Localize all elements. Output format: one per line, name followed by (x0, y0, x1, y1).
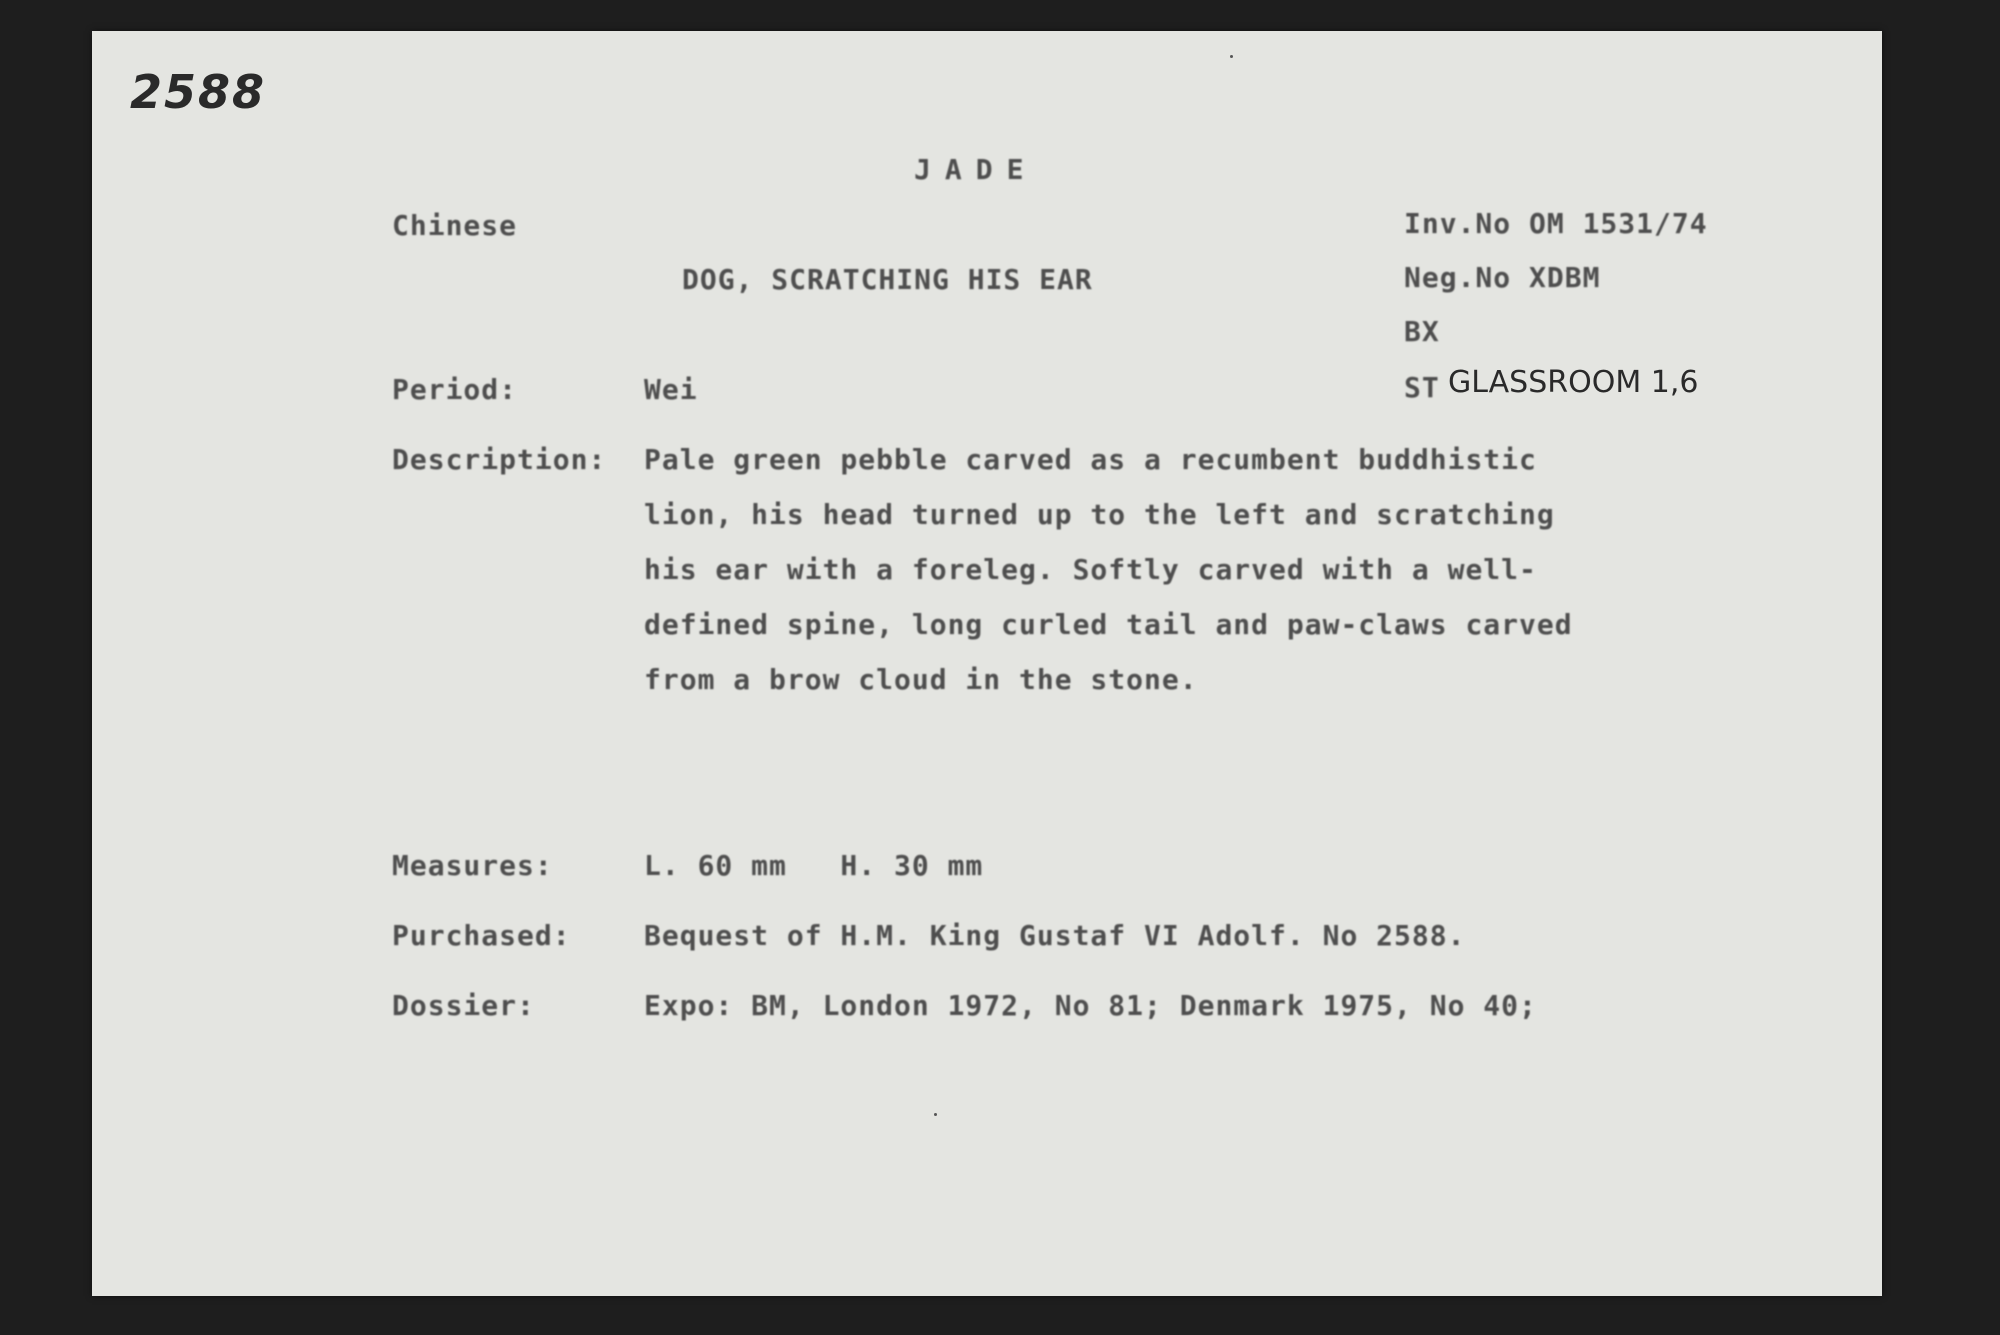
measures-value: L. 60 mm H. 30 mm (644, 849, 984, 882)
box-code: BX (1404, 315, 1440, 348)
description-text (644, 443, 1573, 718)
paper-speck (934, 1113, 937, 1116)
paper-speck (1230, 55, 1233, 58)
origin: Chinese (392, 209, 518, 242)
description-line: lion, his head turned up to the left and scratching (644, 498, 1555, 531)
handwritten-number: 2588 (130, 65, 267, 119)
inventory-number: Inv.No OM 1531/74 (1404, 207, 1708, 240)
dossier-label: Dossier: (392, 989, 535, 1022)
period-value: Wei (644, 373, 698, 406)
material-heading: JADE (914, 153, 1038, 186)
purchased-value: Bequest of H.M. King Gustaf VI Adolf. No 2588. (644, 919, 1466, 952)
description-line: defined spine, long curled tail and paw-claws carved (644, 608, 1573, 641)
negative-number: Neg.No XDBM (1404, 261, 1601, 294)
location-handwritten: GLASSROOM 1,6 (1448, 365, 1699, 400)
object-title: DOG, SCRATCHING HIS EAR (682, 263, 1093, 296)
catalogue-card (92, 31, 1882, 1296)
description-line: Pale green pebble carved as a recumbent buddhistic (644, 443, 1537, 476)
measures-label: Measures: (392, 849, 553, 882)
description-line: his ear with a foreleg. Softly carved with a well- (644, 553, 1537, 586)
dossier-value: Expo: BM, London 1972, No 81; Denmark 1975, No 40; (644, 989, 1537, 1022)
period-label: Period: (392, 373, 518, 406)
purchased-label: Purchased: (392, 919, 571, 952)
location-prefix: ST (1404, 371, 1440, 404)
description-label: Description: (392, 443, 607, 476)
description-line: from a brow cloud in the stone. (644, 663, 1198, 696)
